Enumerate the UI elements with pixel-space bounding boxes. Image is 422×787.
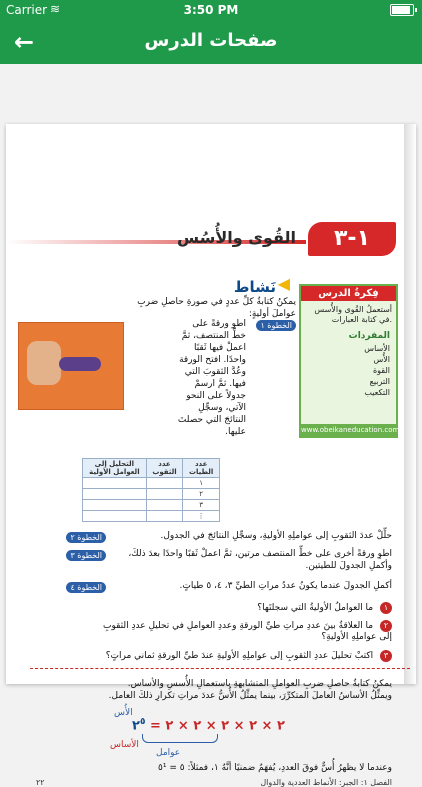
exponent-example — [132, 717, 285, 733]
explain-line2: ويمثِّلُ الأساسُ العاملَ المتكرِّرَ، بينما يمثِّلُ الأُسُّ عددَ مراتِ تكرارِ ذلكَ العامل. — [108, 691, 392, 701]
results-table — [82, 458, 220, 522]
question-item — [92, 620, 392, 642]
note-text: وعندما لا يظهرُ أُسٌّ فوقَ العددِ، يُفهَمُ ضمنيًا أنَّهُ ١، فمثلاً: ٥ = ٥¹ — [158, 763, 392, 773]
lesson-idea-box — [299, 284, 398, 438]
intro-text: يمكنُ كتابةُ كلِّ عددٍ في صورةِ حاصلِ ضربِ عواملَ أوليةٍ: — [137, 297, 296, 319]
question-number: ٣ — [380, 650, 392, 662]
vocab-item: الأُس — [373, 355, 390, 364]
sidebox-intro: أستعملُ القُوى والأُسس في كتابة العبارات. — [314, 305, 392, 324]
step3-text: اطوِ ورقةً أخرى على خطِّ المنتصف مرتين، ثمَّ اعملْ ثَقبًا واحدًا بعدَ ذلكَ، وأكملِ الجدولَ للطيتين. — [128, 549, 392, 571]
activity-label: نَشاط — [233, 278, 276, 296]
question-text: ما العلاقةُ بينَ عددِ مراتِ طيِّ الورقةِ وعددِ العواملِ في تحليلِ عددِ الثقوبِ إلى عواملِهِ الأوليةِ؟ — [103, 621, 392, 642]
textbook-page[interactable] — [6, 124, 416, 787]
chapter-footer: الفصل ١: الجبر: الأنماط العددية والدوال — [260, 778, 392, 787]
page-spine — [404, 124, 416, 684]
status-time: 3:50 PM — [183, 3, 239, 17]
step4-text: أكملِ الجدولَ عندما يكونُ عددُ مراتِ الطيِّ ٣، ٤، ٥ طياتٍ. — [179, 581, 392, 591]
battery-icon — [390, 4, 414, 16]
question-number: ٢ — [380, 620, 392, 632]
carrier-label: Carrier — [6, 3, 48, 17]
lesson-number-badge: ١-٣ — [308, 222, 396, 256]
page-number: ٢٢ — [36, 778, 45, 787]
step1-text: اطوِ ورقةً على خطِّ المنتصف، ثمَّ اعملْ فيها ثَقبًا واحدًا. افتح الورقة وعُدَّ الثقوبَ التي فيها. ثمَّ ارسمْ جدولاً على النحو الآتي، وسجِّلِ النتائجَ التي حصلتَ عليها. — [177, 319, 246, 437]
question-number: ١ — [380, 602, 392, 614]
table-row: ٢ — [83, 489, 220, 500]
vocab-item: التكعيب — [364, 388, 390, 397]
site-url: www.obeikaneducation.com — [301, 426, 400, 434]
nav-bar — [0, 20, 422, 64]
vocab-item: التربيع — [369, 377, 390, 386]
step1-badge: الخطوة ١ — [256, 320, 296, 331]
explain-line1: يمكنُ كتابةُ حاصلِ ضربِ العواملِ المتشابهةِ باستعمالِ الأُسسِ والأساس. — [127, 679, 392, 689]
vocab-item: القوة — [372, 366, 390, 375]
vocab-item: الأساس — [364, 344, 390, 353]
factor-expression: ٢ × ٢ × ٢ × ٢ × ٢ = — [149, 718, 285, 734]
lesson-title: القُوى والأُسُس — [177, 228, 296, 247]
hole-punch-image — [59, 357, 101, 371]
factors-tag: عوامل — [156, 748, 181, 758]
table-header: التحليل إلى العوامل الأولية — [83, 459, 147, 478]
base-value: ٢ — [132, 718, 140, 734]
question-item — [92, 602, 392, 614]
activity-arrow-icon: ◀ — [277, 274, 290, 293]
wifi-icon: ≋ — [50, 2, 61, 16]
status-bar — [0, 0, 422, 20]
table-row: ⋮ — [83, 511, 220, 522]
sidebox-header: فِكرةُ الدرس — [301, 286, 396, 301]
table-header: عدد الثقوب — [146, 459, 183, 478]
page-title: صفحات الدرس — [144, 30, 278, 51]
step3-badge: الخطوة ٣ — [66, 550, 106, 561]
arrow-left-icon: ← — [14, 28, 35, 56]
base-tag: الأساس — [110, 740, 139, 750]
vocab-title: المفردات — [348, 331, 390, 341]
table-row: ٣ — [83, 500, 220, 511]
question-text: ما العواملُ الأوليةُ التي سجلتَها؟ — [257, 603, 374, 613]
paper-folding-photo — [18, 322, 124, 410]
table-row: ١ — [83, 478, 220, 489]
step2-text: حلِّلْ عددَ الثقوبِ إلى عواملِهِ الأوليةِ، وسجِّلِ النتائجَ في الجدول. — [160, 531, 392, 541]
table-header: عدد الطيات — [183, 459, 220, 478]
factors-brace — [142, 734, 218, 743]
hand-image — [27, 341, 61, 385]
step4-badge: الخطوة ٤ — [66, 582, 106, 593]
question-text: اكتبْ تحليلَ عددِ الثقوبِ إلى عواملِهِ الأوليةِ عندَ طيِّ الورقةِ ثماني مراتٍ؟ — [105, 651, 374, 661]
divider — [30, 668, 410, 669]
viewer-canvas[interactable] — [0, 64, 422, 787]
battery-level — [392, 6, 410, 14]
exponent-tag: الأُس — [114, 708, 133, 718]
step2-badge: الخطوة ٢ — [66, 532, 106, 543]
exponent-value: ٥ — [139, 717, 146, 727]
question-item — [92, 650, 392, 662]
